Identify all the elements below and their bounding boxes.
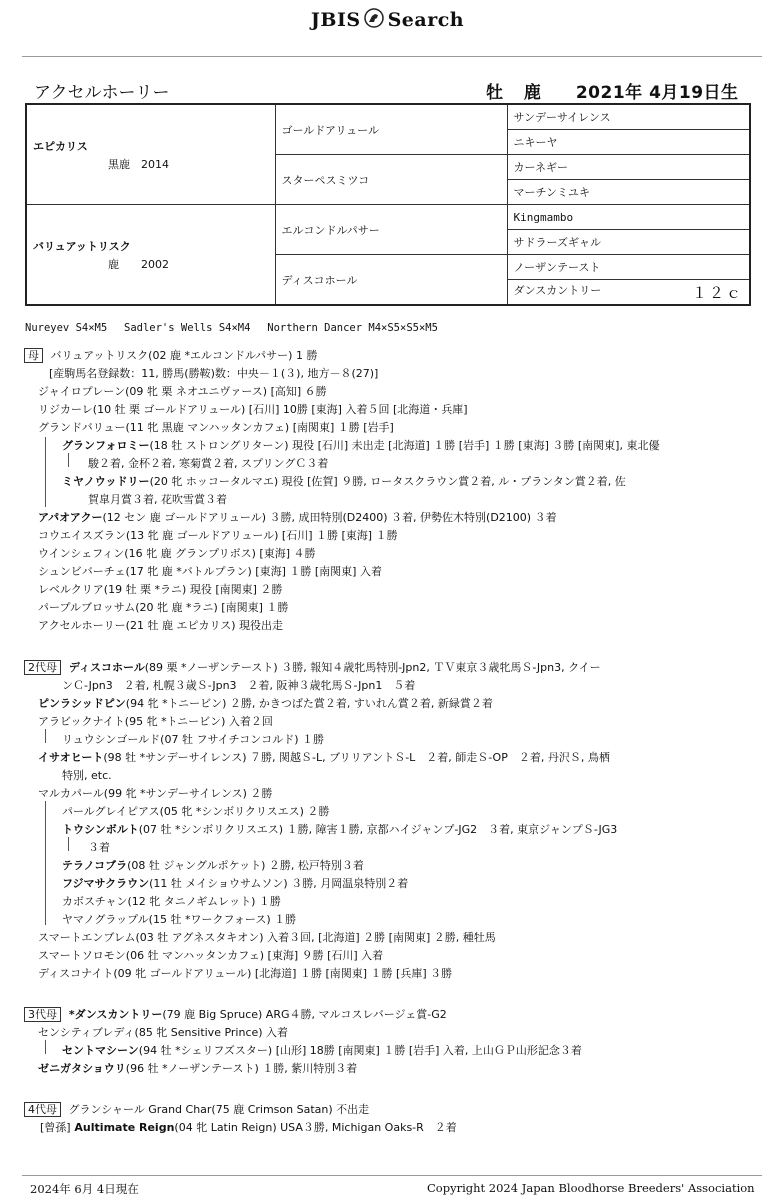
line-text: コウエイスズラン(13 牝 鹿 ゴールドアリュール) [石川] １勝 [東海] １勝 [38, 529, 398, 542]
line-text: (12 セン 鹿 ゴールドアリュール) ３勝, 成田特別(D2400) ３着, 伊勢佐木特別(D2100) ３着 [102, 511, 557, 524]
line-text: 駿２着, 金杯２着, 寒菊賞２着, スプリングＣ３着 [88, 457, 329, 470]
logo-text-search: Search [387, 9, 465, 31]
family-line [38, 965, 452, 981]
line-text: ウインシェフィン(16 牝 鹿 グランプリボス) [東海] ４勝 [38, 547, 316, 560]
notable-horse-name[interactable]: テラノコブラ [62, 859, 128, 872]
notable-horse-name[interactable]: ゼニガタショウリ [38, 1062, 126, 1075]
notable-horse-name[interactable]: ピンラシッドピン [38, 697, 126, 710]
line-text: 賀皐月賞３着, 花吹雪賞３着 [88, 493, 227, 506]
tree-connector [45, 437, 46, 507]
notable-horse-name[interactable]: トウシンボルト [62, 823, 139, 836]
notable-horse-name[interactable]: アパオアクー [38, 511, 103, 524]
line-text: パープルブロッサム(20 牝 鹿 *ラニ) [南関東] １勝 [38, 601, 289, 614]
family-line [38, 713, 273, 729]
line-text: (08 牡 ジャングルポケット) ２勝, 松戸特別３着 [127, 859, 364, 872]
line-text: (18 牡 ストロングリターン) 現役 [石川] 未出走 [北海道] １勝 [岩手] １勝 [東海] ３勝 [南関東], 東北優 [149, 439, 660, 452]
family-line [38, 1024, 288, 1040]
family-line [38, 599, 288, 615]
line-text: (94 牡 *シェリフズスター) [山形] 18勝 [南関東] １勝 [岩手] 入着, 上山ＧＰ山形記念３着 [138, 1044, 582, 1057]
notable-horse-name[interactable]: *ダンスカントリー [65, 1008, 163, 1021]
family-line [88, 839, 110, 855]
pedigree-dam-sire[interactable]: エルコンドルパサー [275, 205, 507, 255]
line-text: (89 栗 *ノーザンテースト) ３勝, 報知４歳牝馬特別-Jpn2, ＴＶ東京３歳牝馬Ｓ-Jpn3, クイー [144, 661, 601, 674]
family-line [49, 365, 378, 381]
pedigree-dss[interactable]: Kingmambo [507, 205, 750, 230]
family-line [62, 767, 112, 783]
pedigree-ddd: ダンスカントリー [513, 283, 602, 297]
pedigree-sire-sire[interactable]: ゴールドアリュール [275, 104, 507, 155]
line-prefix: [曾孫] [40, 1121, 71, 1134]
notable-horse-name[interactable]: Aultimate Reign [70, 1121, 175, 1134]
pedigree-dsd[interactable]: サドラーズギャル [507, 230, 750, 255]
footer-divider [22, 1175, 762, 1176]
generation-badge: 3代母 [24, 1007, 61, 1022]
family-line [38, 545, 316, 561]
pedigree-sdd[interactable]: マーチンミユキ [507, 180, 750, 205]
horse-info [486, 78, 753, 103]
line-text: [産駒馬名登録数：11, 勝馬(勝鞍)数：中央－１(３), 地方－８(27)] [49, 367, 379, 380]
line-text: (20 牝 ホッコータルマエ) 現役 [佐賀] ９勝, ロータスクラウン賞２着, ル・プランタン賞２着, 佐 [149, 475, 626, 488]
pedigree-sire[interactable] [26, 104, 275, 205]
line-text: (96 牡 *ノーザンテースト) １勝, 紫川特別３着 [125, 1062, 358, 1075]
tree-connector [68, 837, 69, 851]
family-line [24, 1006, 447, 1022]
notable-horse-name[interactable]: グランフォロミー [62, 439, 150, 452]
line-text: ヤマノグラップル(15 牡 *ワークフォース) １勝 [62, 913, 297, 926]
footer-date: 2024年 6月 4日現在 [30, 1182, 139, 1196]
family-line [40, 1119, 457, 1135]
line-text: スマートソロモン(06 牡 マンハッタンカフェ) [東海] ９勝 [石川] 入着 [38, 949, 384, 962]
line-text: アラビックナイト(95 牝 *トニービン) 入着２回 [38, 715, 273, 728]
notable-horse-name[interactable]: イサオヒート [38, 751, 104, 764]
family-line [38, 563, 382, 579]
family-line [24, 1101, 369, 1117]
pedigree-dam[interactable] [26, 205, 275, 306]
notable-horse-name[interactable]: ディスコホール [65, 661, 145, 674]
family-line [62, 893, 281, 909]
line-text: マルカパール(99 牝 *サンデーサイレンス) ２勝 [38, 787, 273, 800]
line-text: ディスコナイト(09 牝 ゴールドアリュール) [北海道] １勝 [南関東] １勝 [兵庫] ３勝 [38, 967, 453, 980]
line-text: グランシャール Grand Char(75 鹿 Crimson Satan) 不出走 [65, 1103, 370, 1116]
line-text: ンＣ-Jpn3 ２着, 札幌３歳Ｓ-Jpn3 ２着, 阪神３歳牝馬Ｓ-Jpn1 ５着 [62, 679, 416, 692]
line-text: センシティブレディ(85 牝 Sensitive Prince) 入着 [38, 1026, 289, 1039]
line-text: (79 鹿 Big Spruce) ARG４勝, マルコスレバージェ賞-G2 [162, 1008, 447, 1021]
pedigree-sss[interactable]: サンデーサイレンス [507, 104, 750, 130]
line-text: スマートエンブレム(03 牡 アグネスタキオン) 入着３回, [北海道] ２勝 [南関東] ２勝, 種牡馬 [38, 931, 496, 944]
family-line [88, 455, 328, 471]
line-text: レベルクリア(19 牡 栗 *ラニ) 現役 [南関東] ２勝 [38, 583, 283, 596]
tree-connector [45, 729, 46, 743]
tree-connector [45, 1040, 46, 1054]
footer-copyright: Copyright 2024 Japan Bloodhorse Breeders' Association [427, 1181, 755, 1195]
family-line [38, 785, 272, 801]
line-text: パールグレイピアス(05 牝 *シンボリクリスエス) ２勝 [62, 805, 330, 818]
family-line [62, 803, 329, 819]
line-text: バリュアットリスク(02 鹿 *エルコンドルパサー) 1 勝 [47, 349, 318, 362]
line-text: ジャイロプレーン(09 牝 栗 ネオユニヴァース) [高知] ６勝 [38, 385, 327, 398]
inbreeding-line: Nureyev S4×M5 Sadler's Wells S4×M4 Northern Dancer M4×S5×S5×M5 [25, 322, 438, 334]
family-line [62, 875, 408, 891]
horse-birthdate: 2021年 4月19日生 [575, 83, 739, 103]
family-line [38, 401, 468, 417]
generation-badge: 4代母 [24, 1102, 61, 1117]
family-line [62, 473, 626, 489]
pedigree-dds[interactable]: ノーザンテースト [507, 255, 750, 280]
line-text: (94 牝 *トニービン) ２勝, かきつばた賞２着, すいれん賞２着, 新緑賞２着 [125, 697, 493, 710]
family-line [62, 911, 296, 927]
family-line [24, 659, 601, 675]
family-line [38, 419, 394, 435]
line-text: リジカーレ(10 牡 栗 ゴールドアリュール) [石川] 10勝 [東海] 入着５回 [北海道・兵庫] [38, 403, 468, 416]
header-divider [22, 56, 762, 57]
generation-badge: 母 [24, 348, 43, 363]
line-text: (04 牝 Latin Reign) USA３勝, Michigan Oaks-R ２着 [174, 1121, 457, 1134]
line-text: (98 牡 *サンデーサイレンス) ７勝, 関越Ｓ-L, ブリリアントＳ-L ２着, 師走Ｓ-OP ２着, 丹沢Ｓ, 鳥栖 [103, 751, 610, 764]
pedigree-dam-dam[interactable]: ディスコホール [275, 255, 507, 306]
line-text: リュウシンゴールド(07 牡 フサイチコンコルド) １勝 [62, 733, 325, 746]
sire-color-year: 黒鹿 2014 [108, 157, 169, 171]
sire-name: エピカリス [33, 139, 88, 153]
line-text: グランドバリュー(11 牝 黒鹿 マンハッタンカフェ) [南関東] １勝 [岩手] [38, 421, 394, 434]
horse-sex: 牡 [486, 83, 504, 103]
family-line [38, 383, 327, 399]
family-number: １２ｃ [691, 283, 743, 302]
family-line [38, 695, 493, 711]
horse-logo-icon [364, 8, 384, 28]
pedigree-table [25, 103, 751, 306]
family-line [38, 581, 282, 597]
family-line [38, 749, 610, 765]
notable-horse-name[interactable]: ミヤノウッドリー [62, 475, 150, 488]
line-text: アクセルホーリー(21 牡 鹿 エピカリス) 現役出走 [38, 619, 284, 632]
pedigree-ddd-cell[interactable] [507, 280, 750, 306]
family-line [88, 491, 227, 507]
family-line [62, 437, 659, 453]
tree-connector [68, 453, 69, 467]
pedigree-ssd[interactable]: ニキーヤ [507, 130, 750, 155]
notable-horse-name[interactable]: セントマシーン [62, 1044, 139, 1057]
pedigree-sire-dam[interactable]: スターペスミツコ [275, 155, 507, 205]
family-line [62, 731, 324, 747]
generation-badge: 2代母 [24, 660, 61, 675]
family-line [38, 617, 283, 633]
notable-horse-name[interactable]: フジマサクラウン [62, 877, 150, 890]
family-line [38, 509, 557, 525]
logo-text-jbis: JBIS [310, 9, 361, 31]
jbis-logo[interactable] [0, 8, 775, 31]
line-text: (11 牡 メイショウサムソン) ３勝, 月岡温泉特別２着 [149, 877, 409, 890]
line-text: 特別, etc. [62, 769, 112, 782]
family-line [38, 1060, 357, 1076]
tree-connector [45, 801, 46, 925]
line-text: ３着 [88, 841, 110, 854]
dam-color-year: 鹿 2002 [108, 257, 169, 271]
pedigree-sds[interactable]: カーネギー [507, 155, 750, 180]
dam-name: バリュアットリスク [33, 239, 131, 253]
horse-name: アクセルホーリー [34, 83, 170, 103]
family-line [62, 677, 415, 693]
family-line [62, 1042, 582, 1058]
line-text: シュンビバーチェ(17 牝 鹿 *バトルプラン) [東海] １勝 [南関東] 入着 [38, 565, 382, 578]
family-line [62, 821, 617, 837]
line-text: (07 牡 *シンボリクリスエス) １勝, 障害１勝, 京都ハイジャンプ-JG2 ３着, 東京ジャンプＳ-JG3 [138, 823, 618, 836]
line-text: カボスチャン(12 牝 タニノギムレット) １勝 [62, 895, 281, 908]
family-line [62, 857, 364, 873]
family-line [38, 947, 383, 963]
family-line [24, 347, 317, 363]
horse-color: 鹿 [523, 83, 542, 103]
family-line [38, 527, 398, 543]
family-line [38, 929, 496, 945]
